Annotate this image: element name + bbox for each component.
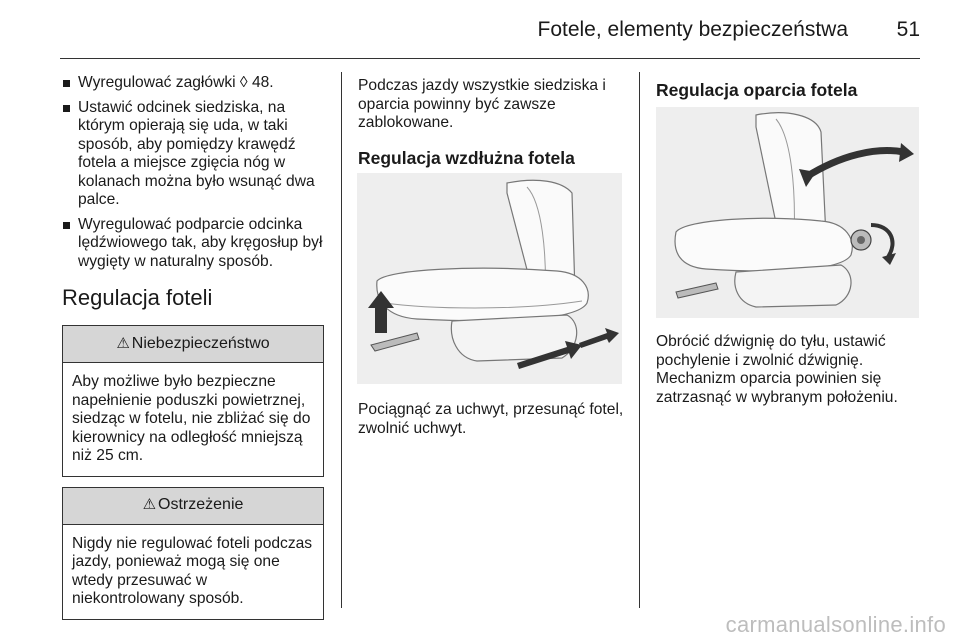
- caption-longitudinal: [358, 401, 624, 438]
- danger-label: Niebezpieczeństwo: [131, 334, 270, 352]
- seat-backrest-illustration: [656, 107, 919, 318]
- list-item: Wyregulować zagłówki ◊ 48.: [62, 74, 324, 93]
- warning-text: Nigdy nie regulować foteli podczas jazdy, ponieważ mogą się one wtedy przesuwać w niekontrolowany sposób.: [72, 534, 313, 607]
- list-item: Wyregulować podparcie odcinka lędźwiowego tak, aby kręgosłup był wygięty w naturalny sposób.: [62, 216, 324, 272]
- intro-paragraph: Podczas jazdy wszystkie siedziska i oparcia powinny być zawsze zablokowane.: [358, 77, 606, 131]
- column-divider: [639, 72, 640, 608]
- section-title: Regulacja foteli: [62, 285, 213, 310]
- warning-triangle-icon: ⚠: [142, 496, 157, 514]
- header-rule: [60, 58, 920, 59]
- page-number: 51: [896, 18, 920, 41]
- column-middle: [358, 77, 624, 169]
- column-right: [656, 79, 922, 101]
- page-title: Fotele, elementy bezpieczeństwa: [537, 18, 848, 41]
- danger-text: Aby możliwe było bezpieczne napełnienie poduszki powietrznej, siedząc w fotelu, nie zbliżać się do kierownicy na odległość mniejszą niż 25 cm.: [72, 373, 311, 464]
- page-header: [0, 0, 960, 60]
- column-left: [62, 74, 324, 620]
- seat-longitudinal-illustration: [357, 173, 622, 384]
- warning-triangle-icon: ⚠: [116, 334, 130, 352]
- caption-text: Obrócić dźwignię do tyłu, ustawić pochylenie i zwolnić dźwignię. Mechanizm oparcia powinien się zatrzasnąć w wybranym położeniu.: [656, 333, 898, 406]
- danger-box-header: [63, 326, 323, 363]
- caption-backrest: [656, 333, 922, 407]
- instruction-list: [62, 74, 324, 271]
- list-item: Ustawić odcinek siedziska, na którym opierają się uda, w taki sposób, aby pomiędzy krawędź fotela a miejsce zgięcia nóg w kolanach można było wsunąć dwa palce.: [62, 99, 324, 210]
- warning-box-header: [63, 488, 323, 525]
- caption-text: Pociągnąć za uchwyt, przesunąć fotel, zwolnić uchwyt.: [358, 401, 624, 437]
- danger-box: [62, 325, 324, 477]
- column-divider: [341, 72, 342, 608]
- warning-box: [62, 487, 324, 620]
- heading-longitudinal: Regulacja wzdłużna fotela: [358, 147, 575, 168]
- warning-label: Ostrzeżenie: [158, 496, 244, 514]
- heading-backrest: Regulacja oparcia fotela: [656, 80, 858, 100]
- watermark: carmanualsonline.info: [725, 612, 946, 637]
